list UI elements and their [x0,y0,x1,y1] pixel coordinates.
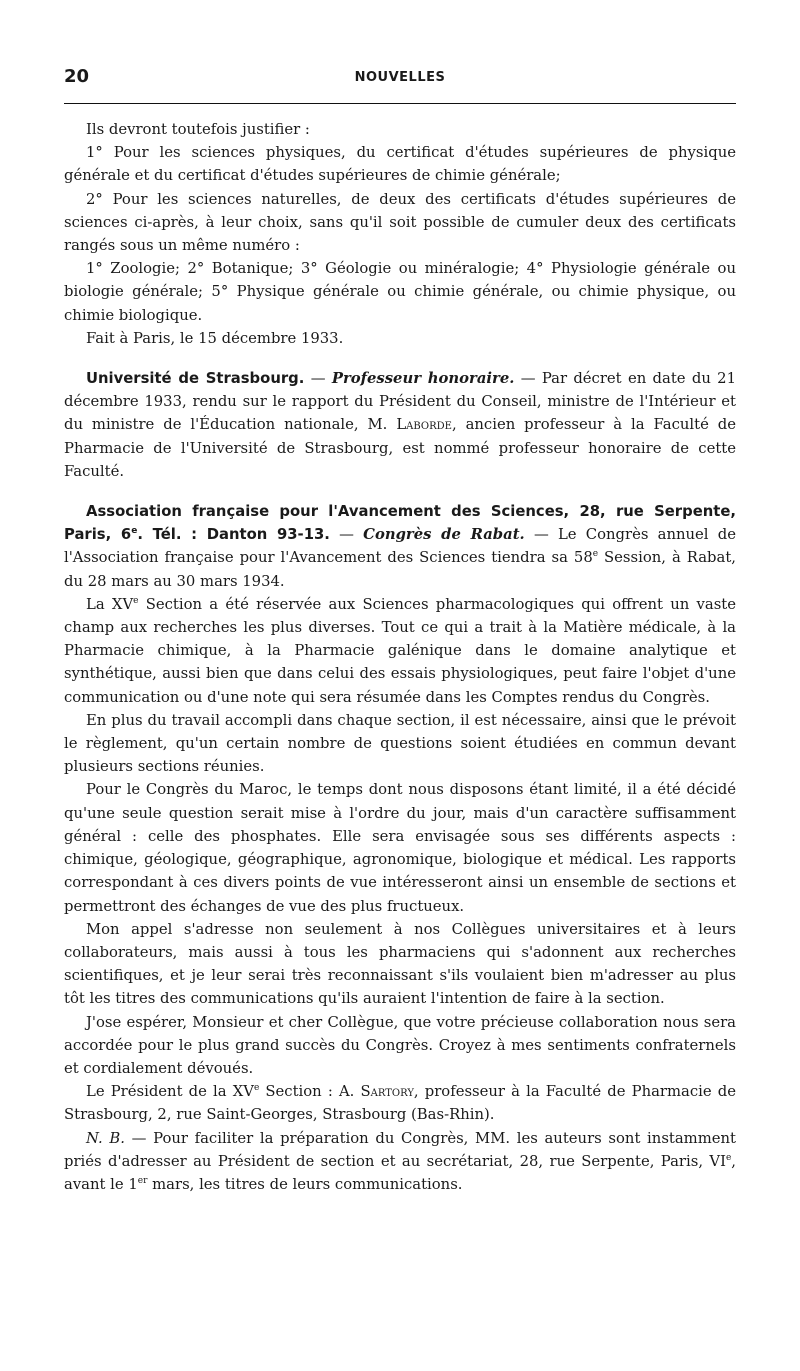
person-name: Laborde [396,416,452,434]
paragraph: 2° Pour les sciences naturelles, de deux des certificats d'études supérieures de sciences ci-après, à leur choix, sans qu'il soit possible de cumuler deux des certificats rangés sous un même numéro : [64,190,736,255]
person-name: Sartory [360,1083,414,1101]
dash: — [329,526,364,544]
paragraph: 1° Zoologie; 2° Botanique; 3° Géologie ou minéralogie; 4° Physiologie générale ou biologie générale; 5° Physique générale ou chimie générale, ou chimie physique, ou chimie biologique. [64,260,736,324]
section-heading: Université de Strasbourg. [86,370,305,388]
paragraph-text: La XV [86,595,134,613]
section-heading: . Tél. : Danton 93-13. [137,526,330,544]
paragraph: J'ose espérer, Monsieur et cher Collègue, que votre précieuse collaboration nous sera accordée pour le plus grand succès du Congrès. Croyez à mes sentiments confraternels et cordialement dévoués. [64,1013,736,1077]
superscript: e [592,549,599,560]
paragraph: Ils devront toutefois justifier : [86,121,310,138]
nota-bene-label: N. B. [86,1129,125,1147]
dash: — [304,370,332,388]
paragraph-text: Section a été réservée aux Sciences pharmacologiques qui offrent un vaste champ aux recherches les plus diverses. Tout ce qui a trait à la Matière médicale, à la Pharmacie chimique, à la Pharmacie galénique dans le domaine analytique et synthétique, aussi bien que dans celui des essais physiologiques, peut faire l'objet d'une communication ou d'une note qui sera résumée dans les Comptes rendus du Congrès. [64,595,736,706]
paragraph-text: Session, à Rabat, du 28 mars au 30 mars 1934. [64,549,736,590]
paragraph [64,1127,736,1197]
section-subheading: Professeur honoraire. [331,370,515,388]
section-heading: Association française pour l'Avancement des Sciences, 28, rue Serpente, Paris, 6 [64,503,736,544]
paragraph: Mon appel s'adresse non seulement à nos Collègues universitaires et à leurs collaborateurs, mais aussi à tous les pharmaciens qui s'adonnent aux recherches scientifiques, et je leur serai très reconnaissant s'ils voulaient bien m'adresser au plus tôt les titres des communications qu'ils auraient l'intention de faire à la section. [64,920,736,1008]
superscript: e [725,1152,732,1163]
superscript: e [253,1083,260,1094]
news-item-association [64,500,736,593]
superscript: er [137,1176,148,1187]
paragraph: 1° Pour les sciences physiques, du certificat d'études supérieures de physique générale et du certificat d'études supérieures de chimie générale; [64,144,736,185]
paragraph-text: , professeur à la Faculté de Pharmacie de Strasbourg, 2, rue Saint-Georges, Strasbourg (Bas-Rhin). [64,1083,736,1124]
paragraph-text: — Pour faciliter la préparation du Congrès, MM. les auteurs sont instamment priés d'adresser au Président de section et au secrétariat, 28, rue Serpente, Paris, VI [64,1129,736,1170]
paragraph-text: mars, les titres de leurs communications. [147,1175,463,1193]
header-rule [64,103,736,104]
superscript: e [133,595,139,606]
page-number: 20 [64,66,90,87]
paragraph-text: Section : A. [259,1083,361,1101]
paragraph: En plus du travail accompli dans chaque section, il est nécessaire, ainsi que le prévoit le règlement, qu'un certain nombre de questions soient étudiées en commun devant plusieurs sections réunies. [64,711,736,776]
paragraph-text: — Le Congrès annuel de l'Association française pour l'Avancement des Sciences tiendra sa 58 [64,526,736,567]
superscript: e [131,526,138,537]
paragraph-text: Le Président de la XV [86,1083,254,1101]
paragraph-text: , ancien professeur à la Faculté de Pharmacie de l'Université de Strasbourg, est nommé professeur honoraire de cette Faculté. [64,416,736,480]
paragraph-text: , avant le 1 [64,1152,736,1193]
paragraph: Pour le Congrès du Maroc, le temps dont nous disposons étant limité, il a été décidé qu'une seule question serait mise à l'ordre du jour, mais d'un caractère suffisamment général : celle des phosphates. Elle sera envisagée sous ses différents aspects : chimique, géologique, géographique, agronomique, biologique et médical. Les rapports correspondant à ces divers points de vue intéresseront ainsi un ensemble de sections et permettront des échanges de vue des plus fructueux. [64,781,736,915]
news-item-strasbourg [64,367,736,483]
paragraph-text: — Par décret en date du 21 décembre 1933, rendu sur le rapport du Président du Conseil, ministre de l'Intérieur et du ministre de l'Éducation nationale, M. [64,370,736,434]
page [64,60,736,1196]
section-subheading: Congrès de Rabat. [363,526,525,544]
body-text [64,118,736,1196]
paragraph: Fait à Paris, le 15 décembre 1933. [86,329,344,347]
paragraph [64,593,736,709]
page-header [64,60,736,90]
running-title: NOUVELLES [354,70,446,85]
paragraph [64,1080,736,1126]
